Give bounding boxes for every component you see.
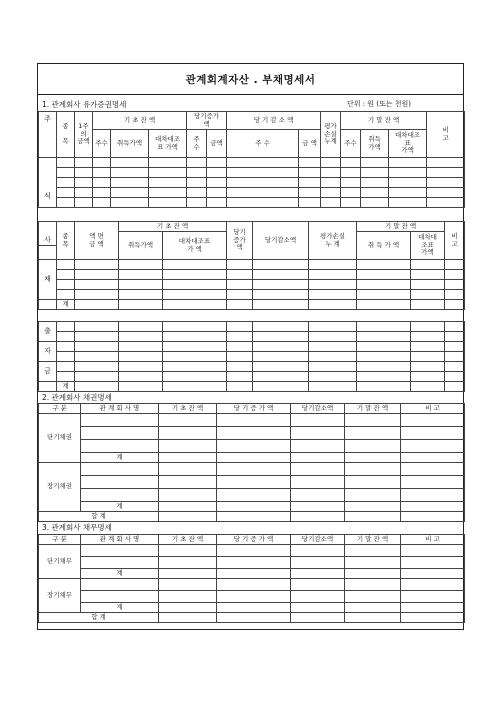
invest-total-row	[39, 382, 465, 392]
table-row	[39, 198, 465, 208]
recv-short-subtotal: 계	[81, 453, 159, 463]
recv-total-label: 합 계	[39, 512, 159, 522]
recv-header-begin: 기 초 잔 액	[159, 404, 217, 414]
table-row	[39, 270, 465, 280]
bond-header-begin: 기 초 잔 액	[119, 222, 227, 232]
pay-short-subtotal: 계	[81, 569, 159, 579]
table-row	[39, 362, 465, 372]
recv-header-end: 기 말 잔 액	[345, 404, 401, 414]
recv-short-subtotal-row	[39, 453, 465, 463]
recv-header-class: 구 분	[39, 404, 81, 414]
pay-header-note: 비 고	[401, 535, 465, 545]
table-row	[39, 579, 465, 591]
table-row	[39, 332, 465, 342]
stock-side-label: 주	[39, 112, 57, 158]
table-row	[39, 476, 465, 489]
bond-header-inc: 당기 증가 액	[227, 222, 253, 260]
statement-form	[37, 63, 464, 630]
pay-long-subtotal: 계	[81, 603, 159, 613]
bond-header-note: 비 고	[445, 222, 465, 260]
bond-table	[38, 221, 465, 310]
investment-table	[38, 321, 465, 392]
table-row	[39, 545, 465, 557]
section1-label: 1. 관계회사 유가증권명세	[42, 100, 127, 109]
bond-total-label: 계	[57, 300, 75, 310]
recv-header-company: 관 계 회 사 명	[81, 404, 159, 414]
invest-side-2: 자	[39, 342, 57, 362]
stock-header-end-acq: 취득 가액	[361, 130, 389, 158]
invest-side-3: 금	[39, 362, 57, 382]
pay-header-class: 구 분	[39, 535, 81, 545]
form-title: 관계회계자산 . 부채명세서	[185, 74, 316, 86]
table-row	[39, 489, 465, 502]
table-row	[39, 591, 465, 603]
pay-header-dec: 당기감소액	[291, 535, 345, 545]
bond-header-type: 종 목	[57, 222, 75, 260]
stock-header-note: 비 고	[427, 112, 465, 158]
pay-long-subtotal-row	[39, 603, 465, 613]
pay-header-inc: 당 기 증 가 액	[217, 535, 291, 545]
recv-long-subtotal: 계	[81, 502, 159, 512]
pay-header-begin: 기 초 잔 액	[159, 535, 217, 545]
section3-label: 3. 관계회사 채무명세	[42, 523, 112, 532]
table-row	[39, 290, 465, 300]
unit-label: 단위 : 원 (또는 천원)	[346, 100, 411, 108]
recv-total-row	[39, 512, 465, 522]
bond-side-label: 사	[39, 222, 57, 246]
pay-short-subtotal-row	[39, 569, 465, 579]
stock-header-inc: 당기증가 액	[187, 112, 227, 130]
recv-short-label: 단기채권	[39, 414, 81, 463]
stock-header-inc-shares: 주 수	[187, 130, 207, 158]
table-row	[39, 280, 465, 290]
stock-header-bs: 대차대조 표 가액	[149, 130, 187, 158]
pay-short-label: 단기채무	[39, 545, 81, 579]
stock-header-begin: 기 초 잔 액	[93, 112, 187, 130]
title-divider	[38, 94, 463, 95]
stock-header-shares: 주수	[93, 130, 111, 158]
pay-total-row	[39, 613, 465, 623]
pay-long-label: 장기채무	[39, 579, 81, 613]
table-row	[39, 557, 465, 569]
table-row	[39, 322, 465, 332]
bond-header-end: 기 말 잔 액	[357, 222, 445, 232]
table-row	[39, 178, 465, 188]
table-row	[39, 440, 465, 453]
bond-header-eval: 평가손실 누 계	[309, 222, 357, 260]
receivables-header-row	[39, 404, 465, 414]
table-row	[39, 427, 465, 440]
table-row	[39, 414, 465, 427]
table-row	[39, 158, 465, 168]
bond-side-label-bottom: 채	[39, 260, 57, 300]
table-row	[39, 260, 465, 270]
stock-header-inc-amt: 금액	[207, 130, 227, 158]
invest-side-1: 출	[39, 322, 57, 342]
recv-header-note: 비 고	[401, 404, 465, 414]
receivables-table	[38, 403, 465, 522]
pay-header-end: 기 말 잔 액	[345, 535, 401, 545]
stock-side-label-bottom: 식	[39, 158, 57, 208]
bond-header-acq: 취득가액	[119, 232, 163, 260]
recv-header-dec: 당기감소액	[291, 404, 345, 414]
bond-header-end-acq: 취 득 가 액	[357, 232, 411, 260]
stock-header-acq: 취득가액	[111, 130, 149, 158]
table-row	[39, 352, 465, 362]
table-row	[39, 463, 465, 476]
bond-header-bs: 대차대조표 가 액	[163, 232, 227, 260]
recv-header-inc: 당 기 증 가 액	[217, 404, 291, 414]
stock-header-end: 기 말 잔 액	[341, 112, 427, 130]
stock-header-type: 종 목	[57, 112, 75, 158]
table-row	[39, 372, 465, 382]
stock-header-end-shares: 주수	[341, 130, 361, 158]
stock-header-par: 1주 의 금액	[75, 112, 93, 158]
recv-long-label: 장기채권	[39, 463, 81, 512]
payables-header-row	[39, 535, 465, 545]
table-row	[39, 168, 465, 178]
stock-header-dec-shares: 주 수	[227, 130, 299, 158]
bond-header-face: 액 면 금 액	[75, 222, 119, 260]
table-row	[39, 188, 465, 198]
payables-table	[38, 534, 465, 623]
table-row	[39, 342, 465, 352]
invest-total-label: 계	[57, 382, 75, 392]
stock-header-end-bs: 대차대조 표 가액	[389, 130, 427, 158]
stock-header-dec: 당 기 감 소 액	[227, 112, 321, 130]
stock-header-eval: 평가 손실 누계	[321, 112, 341, 158]
stock-table	[38, 111, 465, 208]
section2-label: 2. 관계회사 채권명세	[42, 393, 112, 402]
bond-total-row	[39, 300, 465, 310]
recv-long-subtotal-row	[39, 502, 465, 512]
pay-total-label: 합 계	[39, 613, 159, 623]
stock-header-dec-amt: 금 액	[299, 130, 321, 158]
bond-header-dec: 당기감소액	[253, 222, 309, 260]
pay-header-company: 관 계 회 사 명	[81, 535, 159, 545]
bond-header-end-bs: 대차대 조표 가액	[411, 232, 445, 260]
